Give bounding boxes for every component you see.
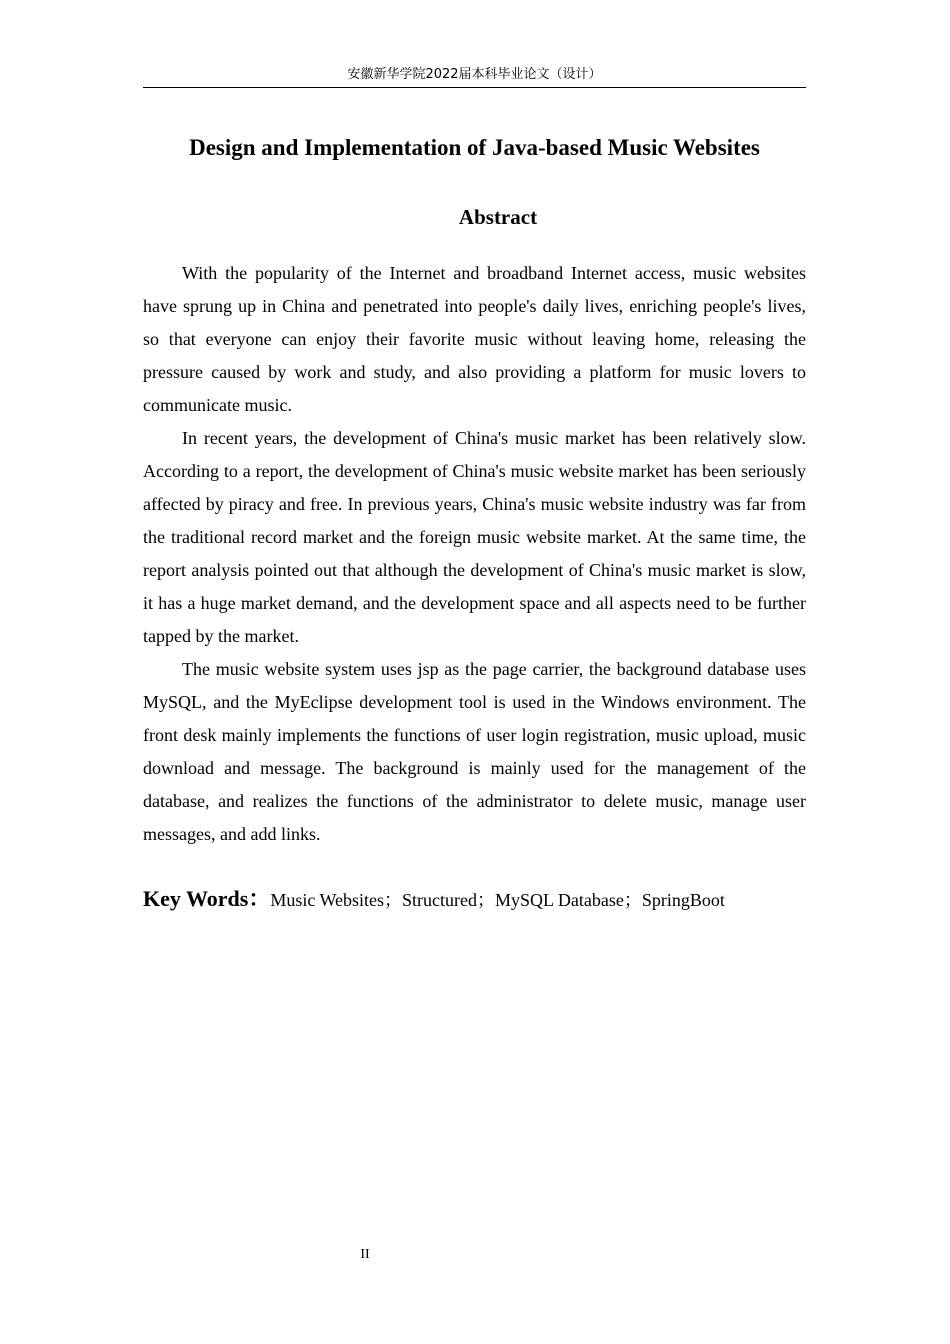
paper-title: Design and Implementation of Java-based Music Websites [189, 135, 760, 160]
running-header: 安徽新华学院2022届本科毕业论文（设计） [347, 67, 602, 82]
page-number: II [360, 1247, 370, 1262]
abstract-paragraph-1: With the popularity of the Internet and broadband Internet access, music websites have sprung up in China and penetrated into people's daily lives, enriching people's lives, so that everyone can enjoy their favorite music without leaving home, releasing the pressure caused by work and study, and also providing a platform for music lovers to communicate music. [143, 263, 806, 415]
keywords-line [143, 882, 843, 917]
abstract-paragraph-2: In recent years, the development of China's music market has been relatively slow. According to a report, the development of China's music website market has been seriously affected by piracy and free. In previous years, China's music website industry was far from the traditional record market and the foreign music website market. At the same time, the report analysis pointed out that although the development of China's music market is slow, it has a huge market demand, and the development space and all aspects need to be further tapped by the market. [143, 428, 806, 646]
keywords-value: Music Websites；Structured；MySQL Database；SpringBoot [270, 890, 725, 910]
keywords-label: Key Words： [143, 886, 271, 911]
abstract-body [143, 257, 806, 851]
abstract-paragraph-3: The music website system uses jsp as the page carrier, the background database uses MySQL, and the MyEclipse development tool is used in the Windows environment. The front desk mainly implements the functions of user login registration, music upload, music download and message. The background is mainly used for the management of the database, and realizes the functions of the administrator to delete music, manage user messages, and add links. [143, 659, 806, 844]
header-rule [143, 87, 806, 88]
abstract-heading: Abstract [458, 205, 538, 229]
